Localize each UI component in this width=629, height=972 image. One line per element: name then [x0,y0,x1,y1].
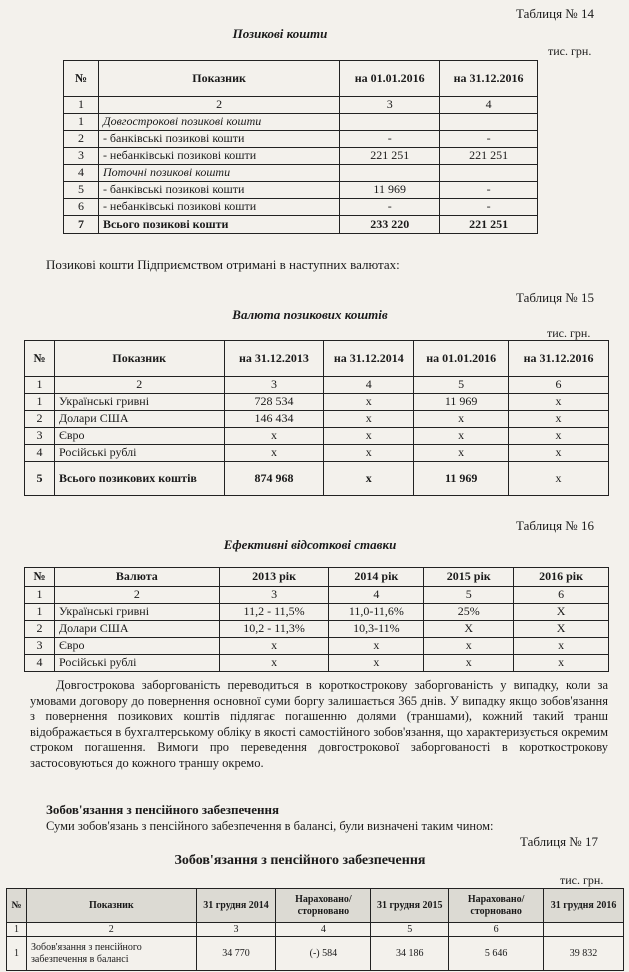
table-cell: Українські гривні [54,394,224,411]
table-cell: 4 [25,655,55,672]
table-cell: - небанківські позикові кошти [98,199,339,216]
table-cell: 4 [329,587,424,604]
table-cell: Поточні позикові кошти [98,165,339,182]
table-cell: х [509,411,609,428]
th: на 01.01.2016 [414,341,509,377]
table-15 [24,340,609,496]
table-cell [544,923,624,937]
th: на 31.12.2014 [324,341,414,377]
table-cell: Х [514,604,609,621]
table-cell: 3 [64,148,99,165]
th: Валюта [54,568,219,587]
table-cell: х [219,638,329,655]
table-cell: 6 [64,199,99,216]
table-cell: Довгострокові позикові кошти [98,114,339,131]
table-row [64,165,538,182]
th: на 31.12.2016 [509,341,609,377]
intro-15-text: Позикові кошти Підприємством отримані в наступних валютах: [46,257,400,272]
table-cell: х [224,445,324,462]
table-cell: 1 [7,923,27,937]
table-14-label: Таблиця № 14 [516,6,594,21]
table-row [64,114,538,131]
table-cell [340,165,440,182]
table-cell: 5 [64,182,99,199]
table-17-title: Зобов'язання з пенсійного забезпечення [174,853,426,868]
table-17-label: Таблиця № 17 [520,834,598,849]
table-cell: х [329,655,424,672]
table-cell: 1 [25,377,55,394]
table-cell: 34 186 [371,937,449,971]
table-cell: Євро [54,428,224,445]
th: на 31.12.2016 [440,61,538,97]
th: Показник [98,61,339,97]
th: на 31.12.2013 [224,341,324,377]
th: 31 грудня 2014 [196,889,276,923]
table-cell: 5 [414,377,509,394]
table-cell: 2 [54,377,224,394]
table-15-unit: тис. грн. [547,326,591,340]
th: Нараховано/сторновано [449,889,544,923]
table-cell: 1 [7,937,27,971]
table-cell [440,165,538,182]
table-cell: Російські рублі [54,445,224,462]
table-cell: Х [514,621,609,638]
table-cell: 11 969 [414,462,509,496]
th: № [25,341,55,377]
table-row [25,428,609,445]
table-cell: - [340,199,440,216]
table-cell: 6 [509,377,609,394]
table-row [64,182,538,199]
table-cell: 2 [64,131,99,148]
table-cell: х [509,462,609,496]
table-17-unit: тис. грн. [560,873,604,887]
table-cell: 221 251 [440,148,538,165]
table-row [64,131,538,148]
table-cell: Х [424,621,514,638]
section-text: Суми зобов'язань з пенсійного забезпечення в балансі, були визначені таким чином: [46,819,494,833]
table-cell: 221 251 [340,148,440,165]
table-cell: (-) 584 [276,937,371,971]
th: 31 грудня 2016 [544,889,624,923]
table-cell [440,114,538,131]
table-cell: Долари США [54,621,219,638]
th: 2013 рік [219,568,329,587]
table-cell: - небанківські позикові кошти [98,148,339,165]
table-15-label: Таблиця № 15 [516,290,594,305]
th: Нараховано/сторновано [276,889,371,923]
th: Показник [26,889,196,923]
table-cell: 4 [276,923,371,937]
table-cell: 11,0-11,6% [329,604,424,621]
table-cell: 6 [449,923,544,937]
table-17 [6,888,624,971]
table-cell: 39 832 [544,937,624,971]
table-cell: 4 [440,97,538,114]
th: на 01.01.2016 [340,61,440,97]
table-cell: Зобов'язання з пенсійного забезпечення в балансі [26,937,196,971]
table-cell: х [514,655,609,672]
table-cell: 2 [25,621,55,638]
table-cell: - [340,131,440,148]
th: 2014 рік [329,568,424,587]
table-cell: 2 [54,587,219,604]
table-16-title: Ефективні відсоткові ставки [223,537,397,552]
table-row [25,638,609,655]
table-cell: х [424,655,514,672]
table-cell: Всього позикових коштів [54,462,224,496]
table-cell: х [324,394,414,411]
th: № [25,568,55,587]
table-cell: - банківські позикові кошти [98,131,339,148]
table-cell: Долари США [54,411,224,428]
table-cell: 4 [324,377,414,394]
table-cell: х [514,638,609,655]
th: 2016 рік [514,568,609,587]
table-row [25,621,609,638]
table-cell: Євро [54,638,219,655]
body-paragraph: Довгострокова заборгованість переводиться в короткострокову заборгованість у випадку, коли за умовами договору до повернення основної суми боргу залишається 365 днів. У випадку якщо зобов'язання з повернення позикових коштів підлягає погашенню долями (траншами), кожний такий транш відображається в бухгалтерському обліку в якості самостійного зобов'язання, що характеризується окремим строком погашення. Вимоги про переведення довгострокової заборгованості в короткострокову застосовуються до кожного траншу окремо. [30,678,608,770]
table-cell: 146 434 [224,411,324,428]
table-cell: х [509,445,609,462]
table-cell: 5 [424,587,514,604]
table-cell: 11 969 [414,394,509,411]
table-cell: 4 [25,445,55,462]
table-cell: 2 [26,923,196,937]
table-cell: - [440,182,538,199]
table-cell: 3 [25,428,55,445]
table-cell: 25% [424,604,514,621]
table-cell: х [224,428,324,445]
table-cell [340,114,440,131]
table-cell: 3 [340,97,440,114]
table-14-unit: тис. грн. [548,44,592,58]
table-cell: 233 220 [340,216,440,234]
table-cell: 1 [25,604,55,621]
th: № [64,61,99,97]
table-cell: х [414,445,509,462]
section-heading: Зобов'язання з пенсійного забезпечення [46,802,280,817]
table-cell: 10,3-11% [329,621,424,638]
table-cell: х [509,394,609,411]
table-cell: 6 [514,587,609,604]
table-row [25,604,609,621]
table-16 [24,567,609,672]
table-14 [63,60,538,234]
table-cell: - [440,199,538,216]
table-cell: 1 [25,587,55,604]
table-row [25,411,609,428]
table-cell: х [509,428,609,445]
table-cell: 2 [98,97,339,114]
table-cell: х [324,428,414,445]
table-cell: 728 534 [224,394,324,411]
table-cell: 5 [25,462,55,496]
table-cell: 1 [64,114,99,131]
th: № [7,889,27,923]
table-cell: 221 251 [440,216,538,234]
table-cell: х [424,638,514,655]
table-row [64,148,538,165]
table-cell: 3 [196,923,276,937]
table-total-row [64,216,538,234]
table-row [7,937,624,971]
table-cell: 3 [25,638,55,655]
th: 31 грудня 2015 [371,889,449,923]
table-cell: - [440,131,538,148]
table-cell: 10,2 - 11,3% [219,621,329,638]
table-cell: х [324,462,414,496]
table-cell: х [329,638,424,655]
table-cell: 34 770 [196,937,276,971]
th: 2015 рік [424,568,514,587]
table-cell: х [324,411,414,428]
table-cell: 4 [64,165,99,182]
table-cell: 3 [224,377,324,394]
table-row [25,394,609,411]
table-cell: 1 [25,394,55,411]
table-row [64,199,538,216]
table-16-label: Таблиця № 16 [516,518,594,533]
table-cell: 5 [371,923,449,937]
table-cell: х [414,411,509,428]
table-cell: Російські рублі [54,655,219,672]
table-cell: х [414,428,509,445]
table-cell: х [324,445,414,462]
table-cell: 3 [219,587,329,604]
table-cell: - банківські позикові кошти [98,182,339,199]
table-cell: 5 646 [449,937,544,971]
table-cell: 11,2 - 11,5% [219,604,329,621]
th: Показник [54,341,224,377]
table-cell: 2 [25,411,55,428]
table-15-title: Валюта позикових коштів [232,307,388,322]
table-14-title: Позикові кошти [232,26,328,41]
table-cell: 874 968 [224,462,324,496]
table-total-row [25,462,609,496]
table-cell: 7 [64,216,99,234]
table-cell: 1 [64,97,99,114]
table-cell: Всього позикові кошти [98,216,339,234]
table-cell: Українські гривні [54,604,219,621]
table-row [25,445,609,462]
table-row [25,655,609,672]
table-cell: 11 969 [340,182,440,199]
table-cell: х [219,655,329,672]
